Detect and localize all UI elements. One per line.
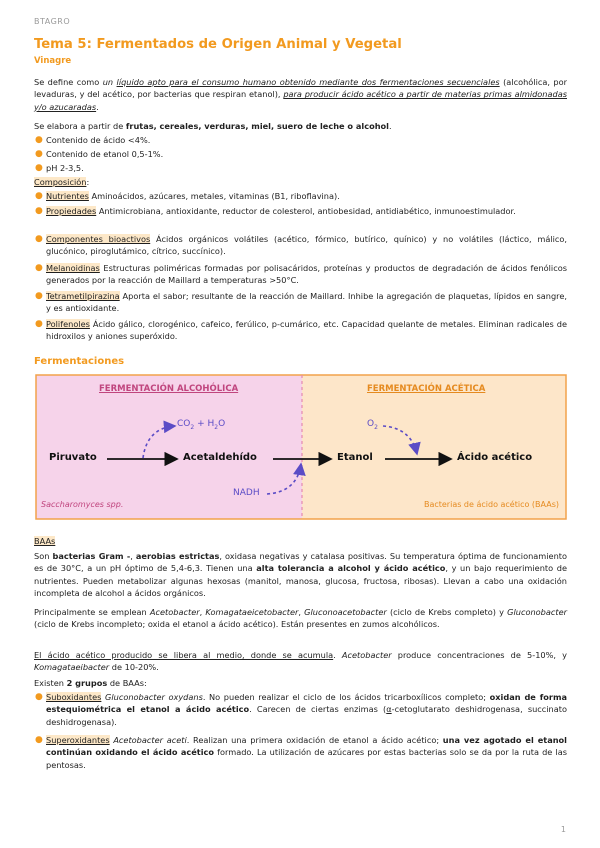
- list-item: ● Contenido de ácido <4%.: [35, 135, 151, 145]
- list-item: ● pH 2-3,5.: [35, 163, 84, 173]
- co2-h2o-label: $CO_2 + H_2O$: [177, 419, 226, 431]
- bullet-icon: ●: [35, 735, 43, 745]
- intro-sources: Se elabora a partir de frutas, cereales, verduras, miel, suero de leche o alcohol.: [34, 121, 392, 131]
- bullet-icon: ●: [35, 191, 43, 201]
- node-piruvato: Piruvato: [49, 452, 97, 463]
- composition-heading: Composición:: [34, 177, 90, 187]
- intro-paragraph: Se define como un líquido apto para el consumo humano obtenido mediante dos fermentaciones secuenciales (alcohólica, por levaduras, y del acético, por bacterias que respiran etanol), para producir ácido acético a partir de materias primas almidonadas y/o azucaradas.: [34, 77, 567, 112]
- list-item: ● Propiedades Antimicrobiana, antioxidante, reductor de colesterol, antiobesidad, antidiabético, inmunoestimulador.: [35, 206, 516, 216]
- fermentations-heading: Fermentaciones: [34, 356, 125, 367]
- o2-label: $O_2$: [367, 419, 378, 431]
- bullet-icon: ●: [35, 135, 43, 145]
- page-number: 1: [560, 825, 566, 834]
- bullet-icon: ●: [35, 234, 43, 244]
- header-label: BTAGRO: [34, 17, 71, 26]
- baas-paragraph-2: Principalmente se emplean Acetobacter, Komagataeicetobacter, Gluconoacetobacter (ciclo de Krebs completo) y Gluconobacter (ciclo de Krebs incompleto; oxida el etanol a ácido acético). Están presentes en zumos alcohólicos.: [34, 607, 568, 630]
- node-acido-acetico: Ácido acético: [457, 452, 533, 463]
- node-etanol: Etanol: [337, 452, 373, 463]
- bullet-icon: ●: [35, 263, 43, 273]
- baas-paragraph-1: Son bacterias Gram -, aerobias estrictas, oxidasa negativas y catalasa positivas. Su temperatura óptima de funcionamiento es de 30°C, a un pH óptimo de 5,4-6,3. Tienen una alta tolerancia a alcohol y ácido acético, y un bajo requerimiento de nutrientes. Pueden metabolizar algunas hexosas (manitol, manosa, glucosa, fructosa, ribosas). Llevan a cabo una oxidación incompleta de alcohol a ácidos orgánicos.: [34, 551, 567, 599]
- list-item: [34, 734, 567, 771]
- alcoholic-label: FERMENTACIÓN ALCOHÓLICA: [99, 384, 239, 394]
- list-item: ● Contenido de etanol 0,5-1%.: [35, 149, 164, 159]
- list-item: ● Polifenoles Ácido gálico, clorogénico, cafeico, ferúlico, p-cumárico, etc. Capacidad quelante de metales. Eliminan radicales de hidroxilos y aniones superóxido.: [35, 319, 567, 342]
- node-acetaldehido: Acetaldehído: [183, 452, 257, 463]
- acetic-label: FERMENTACIÓN ACÉTICA: [367, 384, 486, 394]
- fermentation-diagram: [35, 374, 567, 520]
- baas-paragraph-4: Existen 2 grupos de BAAs:: [34, 678, 147, 688]
- bullet-icon: ●: [35, 206, 43, 216]
- bullet-icon: ●: [35, 319, 43, 329]
- baas-heading: BAAs: [34, 536, 56, 546]
- list-item: ● Tetrametilpirazina Aporta el sabor; resultante de la reacción de Maillard. Inhibe la agregación de plaquetas, lípidos en sangre, y es antioxidante.: [35, 291, 567, 314]
- section-subtitle: Vinagre: [34, 56, 72, 66]
- baas-paragraph-3: El ácido acético producido se libera al medio, donde se acumula. Acetobacter produce concentraciones de 5-10%, y Komagataeibacter de 10-20%.: [34, 650, 567, 673]
- bullet-icon: ●: [35, 692, 43, 702]
- acetic-panel: [302, 375, 566, 519]
- diagram-canvas: [35, 374, 567, 520]
- bullet-icon: ●: [35, 149, 43, 159]
- yeast-organism: Saccharomyces spp.: [41, 500, 124, 509]
- bacteria-organism: Bacterias de ácido acético (BAAs): [423, 500, 559, 509]
- list-item: ● Nutrientes Aminoácidos, azúcares, metales, vitaminas (B1, riboflavina).: [35, 191, 340, 201]
- nadh-label: NADH: [233, 488, 260, 498]
- suboxidantes-text: Suboxidantes Gluconobacter oxydans. No pueden realizar el ciclo de los ácidos tricarboxílicos completo; oxidan de forma estequiométrica el etanol a ácido acético. Carecen de ciertas enzimas (α-cetoglutarato deshidrogenasa, succinato deshidrogenasa).: [46, 692, 567, 727]
- page-title: Tema 5: Fermentados de Origen Animal y Vegetal: [34, 37, 402, 52]
- list-item: [34, 691, 567, 728]
- alcoholic-panel: [36, 375, 302, 519]
- bullet-icon: ●: [35, 163, 43, 173]
- list-item: ● Componentes bioactivos Ácidos orgánicos volátiles (acético, fórmico, butírico, quínico) y no volátiles (láctico, málico, glucónico, piroglutámico, cítrico, succínico).: [35, 234, 568, 257]
- list-item: ● Melanoidinas Estructuras poliméricas formadas por polisacáridos, proteínas y productos de degradación de ácidos fenólicos generados por la reacción de Maillard a temperaturas >50°C.: [35, 263, 567, 286]
- superoxidantes-text: Superoxidantes Acetobacter aceti. Realizan una primera oxidación de etanol a ácido acético; una vez agotado el etanol continúan oxidando el ácido acético formado. La utilización de azúcares por estas bacterias solo se da por la ruta de las pentosas.: [46, 735, 567, 770]
- bullet-icon: ●: [35, 291, 43, 301]
